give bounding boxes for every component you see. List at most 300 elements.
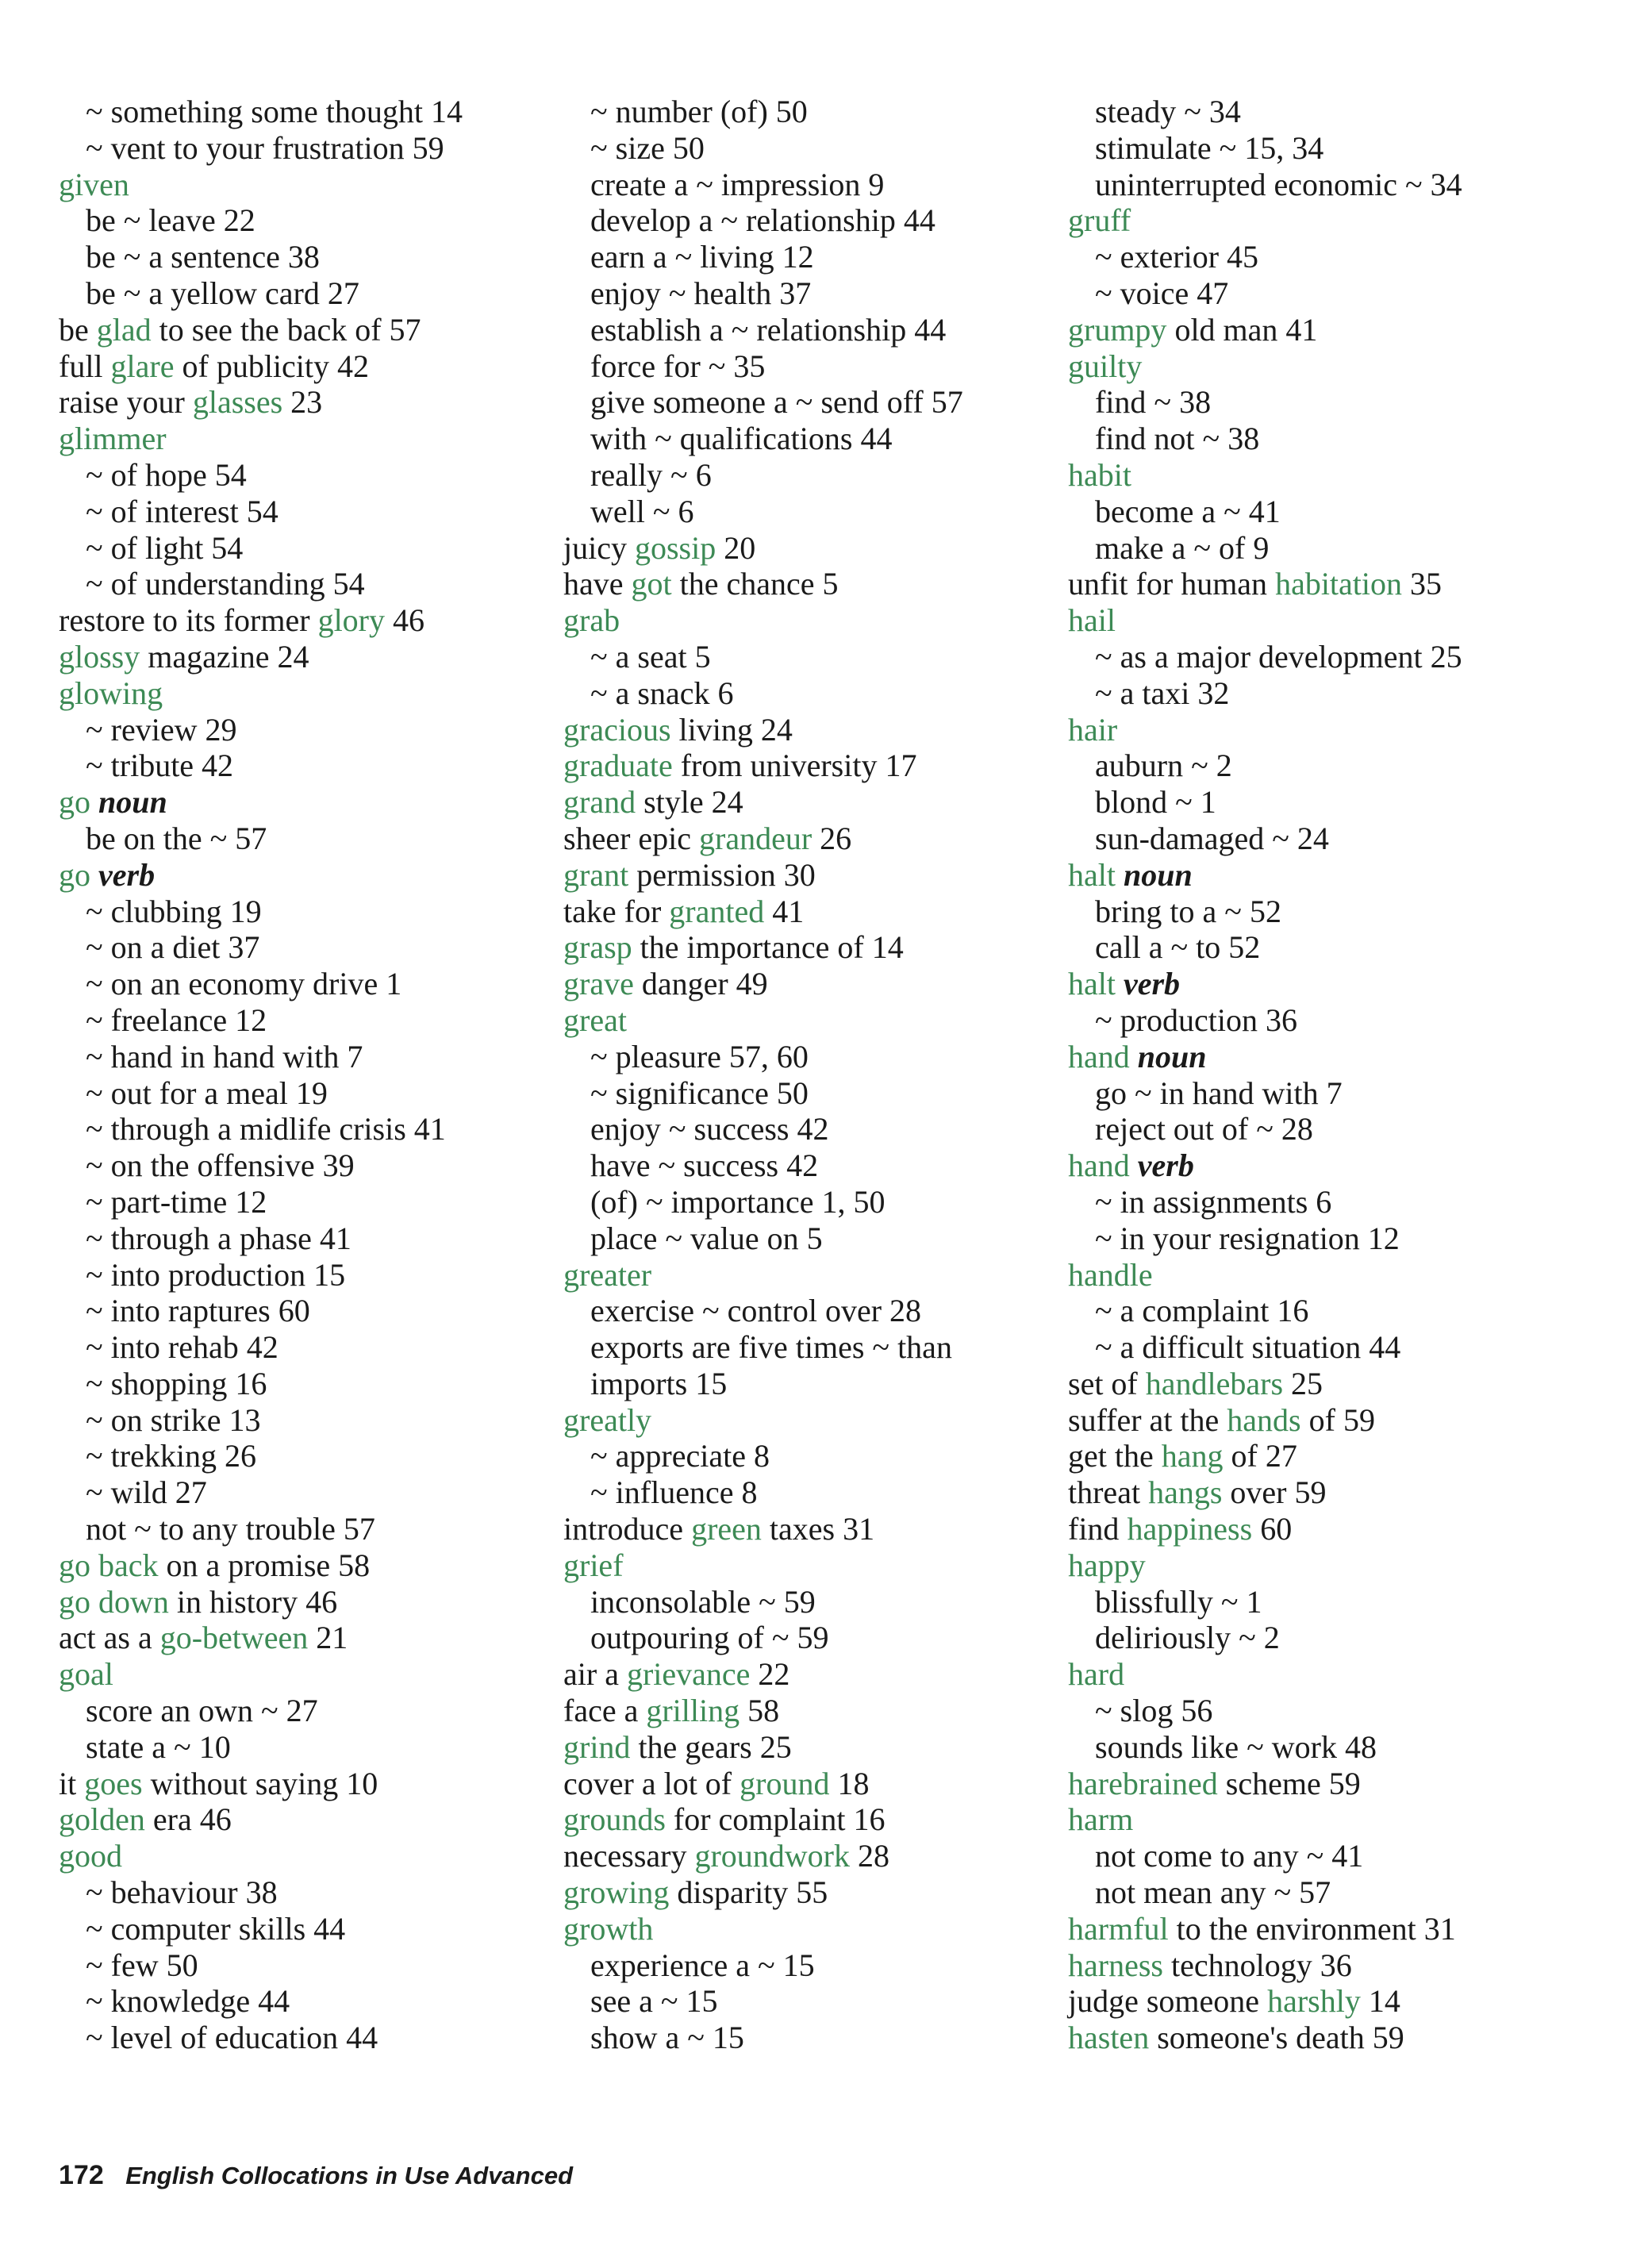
entry-text: raise your [59, 384, 193, 421]
headword: groundwork [694, 1838, 850, 1874]
index-entry [563, 1002, 963, 1039]
index-entry [563, 894, 963, 930]
entry-text: ~ on an economy drive 1 [86, 966, 402, 1002]
entry-text: ~ through a phase 41 [86, 1220, 352, 1256]
entry-text: ~ voice 47 [1095, 275, 1229, 311]
word-class-label: verb [1137, 1147, 1194, 1184]
entry-text [90, 857, 98, 893]
headword: hangs [1148, 1474, 1223, 1511]
index-entry [1068, 566, 1462, 602]
entry-text: be on the ~ 57 [86, 820, 267, 856]
index-subentry [59, 1511, 463, 1547]
index-entry [563, 748, 963, 784]
entry-text: era 46 [144, 1801, 232, 1838]
entry-text: place ~ value on 5 [590, 1220, 823, 1256]
entry-text: deliriously ~ 2 [1095, 1620, 1280, 1656]
index-subentry [563, 2020, 963, 2056]
index-subentry [1068, 1075, 1462, 1112]
headword: grievance [626, 1656, 751, 1693]
index-subentry [1068, 1002, 1462, 1039]
entry-text: (of) ~ importance 1, 50 [590, 1183, 885, 1220]
headword: growing [563, 1874, 670, 1911]
entry-text: it [59, 1765, 85, 1801]
index-subentry [1068, 1620, 1462, 1656]
entry-text: someone's death 59 [1149, 2020, 1404, 2056]
headword: greatly [563, 1401, 652, 1438]
entry-text: ~ hand in hand with 7 [86, 1038, 363, 1074]
index-subentry [1068, 821, 1462, 857]
index-subentry [59, 1220, 463, 1257]
entry-text: in history 46 [168, 1583, 338, 1620]
index-subentry [59, 2020, 463, 2056]
entry-text: old man 41 [1166, 311, 1318, 348]
entry-text: 25 [1283, 1365, 1323, 1401]
headword: harness [1068, 1947, 1163, 1983]
index-entry [1068, 1947, 1462, 1984]
index-subentry [59, 94, 463, 130]
entry-text: find [1068, 1511, 1128, 1547]
headword: handlebars [1145, 1365, 1284, 1401]
entry-text: 14 [1360, 1983, 1400, 2020]
entry-text: imports 15 [590, 1365, 728, 1401]
index-entry [1068, 1511, 1462, 1547]
index-subentry [1068, 1293, 1462, 1329]
entry-text: face a [563, 1693, 647, 1729]
entry-text: enjoy ~ success 42 [590, 1111, 829, 1147]
index-subentry [1068, 639, 1462, 675]
headword: hand [1068, 1038, 1130, 1074]
headword: grandeur [699, 820, 812, 856]
index-subentry [59, 1039, 463, 1075]
headword: good [59, 1838, 122, 1874]
index-entry [59, 421, 463, 457]
index-subentry [1068, 748, 1462, 784]
entry-text: act as a [59, 1620, 160, 1656]
index-entry [563, 784, 963, 821]
entry-text: 23 [282, 384, 323, 421]
entry-text: ~ shopping 16 [86, 1365, 267, 1401]
index-entry [563, 821, 963, 857]
entry-text: ~ influence 8 [590, 1474, 758, 1511]
headword: glasses [192, 384, 283, 421]
index-subentry [1068, 94, 1462, 130]
entry-text: be [59, 311, 97, 348]
index-entry [1068, 1039, 1462, 1075]
index-subentry [1068, 384, 1462, 421]
index-subentry [563, 1147, 963, 1184]
entry-text: magazine 24 [140, 638, 309, 675]
entry-text: ~ few 50 [86, 1947, 198, 1983]
entry-text: not come to any ~ 41 [1095, 1838, 1364, 1874]
index-entry [59, 1656, 463, 1693]
entry-text: air a [563, 1656, 627, 1693]
index-subentry [59, 894, 463, 930]
entry-text: ~ on strike 13 [86, 1401, 261, 1438]
index-subentry [1068, 1184, 1462, 1220]
entry-text: have [563, 566, 632, 602]
index-entry [59, 857, 463, 894]
index-subentry [1068, 275, 1462, 312]
index-subentry [563, 1111, 963, 1147]
entry-text: 35 [1402, 566, 1443, 602]
entry-text: for complaint 16 [665, 1801, 885, 1838]
index-entry [1068, 202, 1462, 239]
entry-text: ~ behaviour 38 [86, 1874, 278, 1911]
index-subentry [563, 239, 963, 275]
index-entry [563, 1801, 963, 1838]
entry-text: outpouring of ~ 59 [590, 1620, 829, 1656]
headword: go [59, 784, 90, 821]
index-subentry [59, 1111, 463, 1147]
entry-text: sun-damaged ~ 24 [1095, 820, 1329, 856]
index-subentry [563, 1039, 963, 1075]
entry-text: ~ review 29 [86, 711, 237, 748]
headword: go [59, 856, 90, 893]
index-subentry [1068, 675, 1462, 712]
entry-text: ~ tribute 42 [86, 748, 234, 784]
index-subentry [59, 1184, 463, 1220]
headword: hand [1068, 1147, 1130, 1184]
entry-text: 21 [308, 1620, 348, 1656]
index-subentry [1068, 421, 1462, 457]
index-column-2 [563, 94, 963, 2056]
index-entry [563, 929, 963, 966]
entry-text: to the environment 31 [1168, 1910, 1456, 1947]
index-subentry [563, 1329, 963, 1366]
entry-text: blissfully ~ 1 [1095, 1583, 1262, 1620]
index-entry [1068, 1257, 1462, 1294]
index-subentry [1068, 1111, 1462, 1147]
entry-text: stimulate ~ 15, 34 [1095, 129, 1324, 166]
index-subentry [59, 494, 463, 530]
entry-text: 20 [716, 529, 756, 566]
headword: gossip [634, 529, 716, 566]
entry-text: earn a ~ living 12 [590, 239, 814, 275]
headword: gruff [1068, 202, 1131, 239]
index-subentry [59, 530, 463, 567]
index-subentry [1068, 1729, 1462, 1766]
index-subentry [59, 1983, 463, 2020]
index-subentry [563, 1184, 963, 1220]
index-subentry [59, 1693, 463, 1729]
entry-text: 58 [740, 1693, 780, 1729]
index-subentry [563, 1293, 963, 1329]
entry-text: ~ into rehab 42 [86, 1329, 279, 1366]
entry-text: scheme 59 [1217, 1765, 1361, 1801]
index-subentry [59, 748, 463, 784]
headword: habitation [1275, 566, 1403, 602]
entry-text: 26 [812, 820, 852, 856]
index-subentry [563, 202, 963, 239]
index-subentry [59, 239, 463, 275]
headword: halt [1068, 856, 1116, 893]
index-subentry [59, 1947, 463, 1984]
index-entry [59, 639, 463, 675]
index-entry [1068, 1983, 1462, 2020]
index-entry [1068, 712, 1462, 748]
entry-text: make a ~ of 9 [1095, 529, 1270, 566]
entry-text: set of [1068, 1365, 1146, 1401]
entry-text: ~ in your resignation 12 [1095, 1220, 1400, 1256]
entry-text: of 59 [1300, 1401, 1375, 1438]
index-entry [563, 1693, 963, 1729]
index-entry [1068, 1402, 1462, 1439]
entry-text [1130, 1147, 1138, 1183]
entry-text [1130, 1039, 1138, 1074]
index-subentry [59, 1366, 463, 1402]
entry-text: reject out of ~ 28 [1095, 1111, 1313, 1147]
entry-text: 22 [750, 1656, 790, 1693]
index-entry [563, 1838, 963, 1874]
index-entry [59, 384, 463, 421]
entry-text: state a ~ 10 [86, 1728, 231, 1765]
index-subentry [1068, 1584, 1462, 1620]
entry-text: restore to its former [59, 602, 318, 639]
headword: habit [1068, 456, 1131, 493]
index-subentry [563, 1438, 963, 1474]
index-subentry [563, 167, 963, 203]
index-subentry [59, 275, 463, 312]
entry-text: get the [1068, 1438, 1162, 1474]
headword: greater [563, 1256, 652, 1293]
word-class-label: noun [98, 784, 167, 821]
entry-text: ~ in assignments 6 [1095, 1183, 1332, 1220]
page-number: 172 [59, 2160, 104, 2190]
index-subentry [563, 1983, 963, 2020]
entry-text: score an own ~ 27 [86, 1693, 318, 1729]
entry-text: ~ into raptures 60 [86, 1293, 310, 1329]
entry-text: cover a lot of [563, 1765, 740, 1801]
index-entry [563, 1729, 963, 1766]
entry-text: of publicity 42 [174, 348, 370, 384]
index-subentry [1068, 1838, 1462, 1874]
entry-text: judge someone [1068, 1983, 1268, 2020]
index-entry [563, 712, 963, 748]
headword: hard [1068, 1656, 1125, 1693]
entry-text: technology 36 [1162, 1947, 1352, 1983]
entry-text: force for ~ 35 [590, 348, 766, 384]
entry-text: ~ freelance 12 [86, 1001, 267, 1038]
entry-text [1116, 966, 1124, 1001]
index-subentry [1068, 1874, 1462, 1911]
book-title: English Collocations in Use Advanced [125, 2162, 574, 2189]
index-entry [563, 1511, 963, 1547]
headword: goal [59, 1656, 113, 1693]
headword: happiness [1127, 1511, 1253, 1547]
index-subentry [563, 639, 963, 675]
headword: glimmer [59, 421, 167, 457]
index-subentry [1068, 784, 1462, 821]
entry-text: call a ~ to 52 [1095, 929, 1261, 966]
index-entry [1068, 1766, 1462, 1802]
index-entry [563, 1547, 963, 1584]
entry-text: sheer epic [563, 820, 700, 856]
entry-text: taxes 31 [761, 1511, 875, 1547]
index-subentry [59, 1329, 463, 1366]
entry-text: take for [563, 893, 670, 929]
entry-text: juicy [563, 529, 635, 566]
index-subentry [563, 348, 963, 385]
entry-text: bring to a ~ 52 [1095, 893, 1281, 929]
index-subentry [59, 1293, 463, 1329]
index-subentry [59, 1911, 463, 1947]
entry-text [90, 784, 98, 820]
entry-text: ~ computer skills 44 [86, 1910, 346, 1947]
entry-text: ~ number (of) 50 [590, 94, 808, 129]
index-subentry [59, 1147, 463, 1184]
headword: harm [1068, 1801, 1134, 1838]
headword: glowing [59, 675, 163, 711]
headword: halt [1068, 966, 1116, 1002]
index-entry [59, 1547, 463, 1584]
index-subentry [563, 130, 963, 167]
entry-text: ~ a difficult situation 44 [1095, 1329, 1401, 1366]
headword: glossy [59, 638, 140, 675]
entry-text: exports are five times ~ than [590, 1329, 952, 1366]
index-subentry [1068, 1220, 1462, 1257]
entry-text: develop a ~ relationship 44 [590, 202, 935, 239]
entry-text: exercise ~ control over 28 [590, 1293, 922, 1329]
index-entry [563, 1257, 963, 1294]
entry-text: uninterrupted economic ~ 34 [1095, 166, 1462, 202]
headword: got [631, 566, 672, 602]
index-entry [563, 566, 963, 602]
entry-text: inconsolable ~ 59 [590, 1583, 816, 1620]
entry-text: ~ something some thought 14 [86, 94, 463, 129]
index-entry [1068, 1547, 1462, 1584]
headword: guilty [1068, 348, 1143, 384]
entry-text: ~ on the offensive 39 [86, 1147, 355, 1184]
index-subentry [563, 312, 963, 348]
entry-text: ~ clubbing 19 [86, 893, 262, 929]
index-entry [1068, 1438, 1462, 1474]
index-subentry [59, 1402, 463, 1439]
entry-text: full [59, 348, 111, 384]
entry-text: permission 30 [628, 856, 816, 893]
index-entry [1068, 457, 1462, 494]
headword: given [59, 166, 129, 202]
index-entry [563, 1402, 963, 1439]
index-subentry [563, 275, 963, 312]
headword: handle [1068, 1256, 1153, 1293]
headword: hail [1068, 602, 1116, 639]
entry-text: ~ exterior 45 [1095, 239, 1259, 275]
index-subentry [59, 1075, 463, 1112]
index-entry [563, 602, 963, 639]
headword: green [691, 1511, 762, 1547]
entry-text: from university 17 [672, 748, 917, 784]
headword: harebrained [1068, 1765, 1218, 1801]
index-entry [1068, 1474, 1462, 1511]
index-subentry [1068, 929, 1462, 966]
page-footer [59, 2160, 573, 2191]
headword: grasp [563, 929, 632, 966]
index-subentry [59, 821, 463, 857]
index-subentry [563, 1947, 963, 1984]
headword: go back [59, 1547, 159, 1583]
headword: grief [563, 1547, 624, 1583]
entry-text: steady ~ 34 [1095, 94, 1241, 129]
index-column-1 [59, 94, 463, 2056]
entry-text: unfit for human [1068, 566, 1276, 602]
entry-text: without saying 10 [142, 1765, 378, 1801]
index-entry [59, 602, 463, 639]
index-subentry [1068, 239, 1462, 275]
index-entry [1068, 1911, 1462, 1947]
index-subentry [1068, 1693, 1462, 1729]
entry-text: to see the back of 57 [151, 311, 421, 348]
entry-text: ~ a snack 6 [590, 675, 734, 711]
index-subentry [563, 675, 963, 712]
headword: golden [59, 1801, 145, 1838]
index-subentry [59, 712, 463, 748]
headword: great [563, 1001, 627, 1038]
headword: grilling [646, 1693, 740, 1729]
headword: harmful [1068, 1910, 1169, 1947]
index-subentry [59, 1474, 463, 1511]
entry-text: ~ appreciate 8 [590, 1438, 770, 1474]
entry-text: disparity 55 [669, 1874, 828, 1911]
index-subentry [1068, 494, 1462, 530]
entry-text: create a ~ impression 9 [590, 166, 885, 202]
headword: go down [59, 1583, 169, 1620]
entry-text: ~ pleasure 57, 60 [590, 1038, 809, 1074]
index-entry [1068, 1656, 1462, 1693]
entry-text: ~ as a major development 25 [1095, 638, 1462, 675]
entry-text: the importance of 14 [632, 929, 904, 966]
entry-text: not ~ to any trouble 57 [86, 1511, 375, 1547]
index-entry [563, 966, 963, 1002]
entry-text: ~ out for a meal 19 [86, 1074, 328, 1111]
entry-text: have ~ success 42 [590, 1147, 819, 1184]
index-subentry [563, 1366, 963, 1402]
index-subentry [59, 566, 463, 602]
headword: hasten [1068, 2020, 1150, 2056]
entry-text: blond ~ 1 [1095, 784, 1216, 821]
entry-text: auburn ~ 2 [1095, 748, 1232, 784]
index-subentry [59, 457, 463, 494]
headword: grind [563, 1728, 631, 1765]
headword: grounds [563, 1801, 666, 1838]
entry-text: style 24 [636, 784, 743, 821]
entry-text: ~ of interest 54 [86, 493, 279, 529]
headword: gracious [563, 711, 671, 748]
index-subentry [59, 1874, 463, 1911]
entry-text: ~ part-time 12 [86, 1183, 267, 1220]
index-subentry [563, 494, 963, 530]
headword: hair [1068, 711, 1118, 748]
entry-text: 46 [385, 602, 424, 639]
index-subentry [1068, 167, 1462, 203]
index-entry [59, 312, 463, 348]
index-entry [563, 1656, 963, 1693]
headword: goes [84, 1765, 143, 1801]
entry-text: show a ~ 15 [590, 2020, 744, 2056]
index-entry [1068, 2020, 1462, 2056]
entry-text: ~ of hope 54 [86, 456, 247, 493]
entry-text: the gears 25 [630, 1728, 792, 1765]
index-subentry [1068, 1329, 1462, 1366]
index-entry [59, 675, 463, 712]
entry-text: 18 [829, 1765, 870, 1801]
entry-text: threat [1068, 1474, 1149, 1511]
index-subentry [59, 1257, 463, 1294]
index-subentry [59, 1002, 463, 1039]
headword: go-between [159, 1620, 309, 1656]
index-entry [59, 784, 463, 821]
entry-text: go ~ in hand with 7 [1095, 1074, 1343, 1111]
index-entry [59, 348, 463, 385]
